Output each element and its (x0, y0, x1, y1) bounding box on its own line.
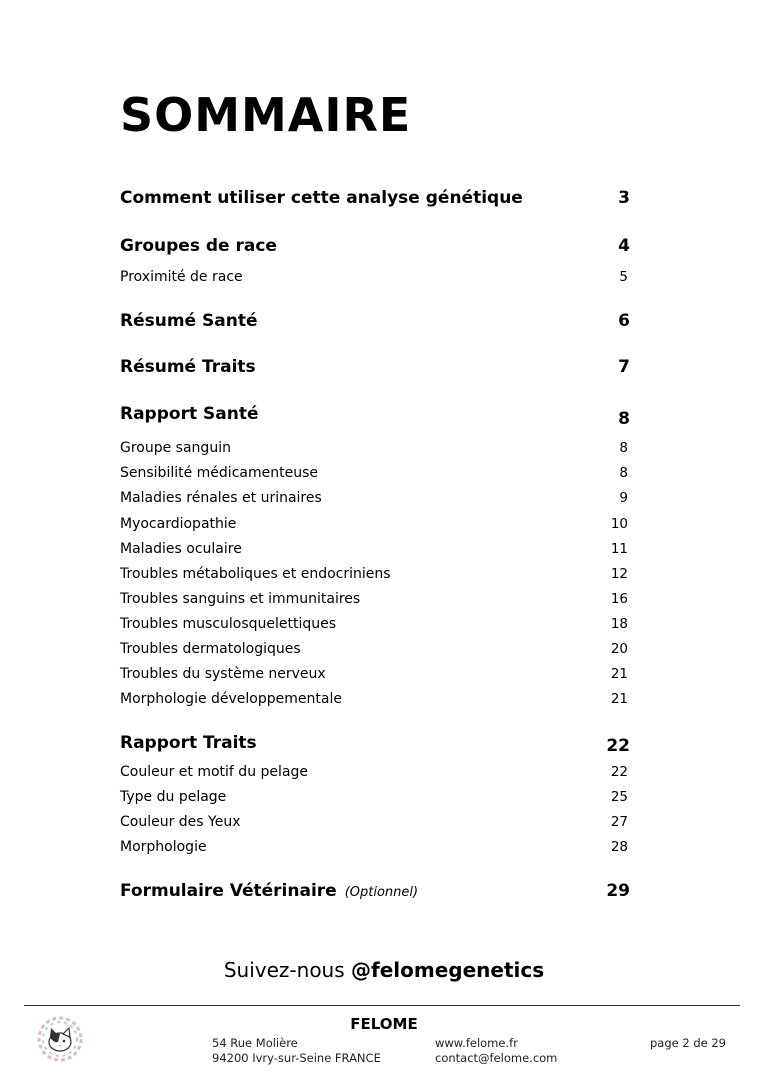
toc-entry[interactable]: Troubles métaboliques et endocriniens (120, 566, 391, 582)
toc-page-number: 12 (610, 566, 628, 582)
toc-section-label: Formulaire Vétérinaire (120, 881, 337, 901)
toc-page-number: 8 (619, 465, 628, 481)
website-link[interactable]: www.felome.fr (435, 1036, 518, 1050)
footer-contact (435, 1036, 557, 1066)
toc-entry[interactable]: Couleur des Yeux (120, 814, 241, 830)
toc-page-number: 27 (610, 814, 628, 830)
toc-entry[interactable]: Troubles dermatologiques (120, 641, 301, 657)
toc-page-number: 11 (610, 541, 628, 557)
toc-entry-breed-proximity[interactable]: Proximité de race (120, 269, 243, 285)
toc-entry[interactable]: Morphologie développementale (120, 691, 342, 707)
toc-entry[interactable]: Maladies oculaire (120, 541, 242, 557)
toc-page-number: 7 (618, 357, 630, 377)
toc-page-number: 22 (610, 764, 628, 780)
toc-entry[interactable]: Troubles du système nerveux (120, 666, 326, 682)
toc-entry[interactable]: Groupe sanguin (120, 440, 231, 456)
social-follow (0, 958, 768, 982)
toc-page-number: 5 (619, 269, 628, 285)
address-line-1: 54 Rue Molière (212, 1036, 298, 1050)
toc-page-number: 21 (610, 691, 628, 707)
toc-page-number: 20 (610, 641, 628, 657)
footer-brand: FELOME (350, 1015, 418, 1033)
toc-page-number: 6 (618, 311, 630, 331)
page-title: SOMMAIRE (120, 88, 412, 142)
toc-page-number: 4 (618, 236, 630, 256)
toc-entry[interactable]: Troubles sanguins et immunitaires (120, 591, 361, 607)
toc-entry[interactable]: Maladies rénales et urinaires (120, 490, 322, 506)
toc-entry[interactable]: Morphologie (120, 839, 207, 855)
toc-page-number: 28 (610, 839, 628, 855)
toc-page-number: 8 (619, 440, 628, 456)
email-link[interactable]: contact@felome.com (435, 1051, 558, 1065)
follow-prefix: Suivez-nous (223, 958, 352, 982)
toc-section-health-report[interactable]: Rapport Santé (120, 404, 259, 424)
toc-entry[interactable]: Type du pelage (120, 789, 227, 805)
toc-page-number: 3 (618, 188, 630, 208)
toc-section-usage[interactable]: Comment utiliser cette analyse génétique (120, 188, 523, 208)
toc-entry[interactable]: Troubles musculosquelettiques (120, 616, 337, 632)
toc-entry[interactable]: Couleur et motif du pelage (120, 764, 308, 780)
toc-page-number: 22 (606, 736, 630, 756)
toc-page-number: 10 (610, 516, 628, 532)
toc-page-number: 8 (618, 409, 630, 429)
page-indicator: page 2 de 29 (649, 1036, 726, 1050)
footer-address (212, 1036, 381, 1066)
toc-page-number: 29 (606, 881, 630, 901)
toc-page-number: 9 (619, 490, 628, 506)
toc-section-health-summary[interactable]: Résumé Santé (120, 311, 258, 331)
social-handle-link[interactable]: @felomegenetics (351, 958, 545, 982)
toc-section-traits-report[interactable]: Rapport Traits (120, 733, 257, 753)
optional-note: (Optionnel) (344, 885, 419, 900)
toc-page-number: 25 (610, 789, 628, 805)
footer-divider (24, 1005, 740, 1006)
toc-entry[interactable]: Myocardiopathie (120, 516, 237, 532)
toc-page-number: 18 (610, 616, 628, 632)
toc-entry[interactable]: Sensibilité médicamenteuse (120, 465, 318, 481)
toc-page-number: 16 (610, 591, 628, 607)
toc-page-number: 21 (610, 666, 628, 682)
toc-section-breed-groups[interactable]: Groupes de race (120, 236, 277, 256)
address-line-2: 94200 Ivry-sur-Seine FRANCE (212, 1051, 381, 1065)
toc-section-vet-form[interactable] (120, 881, 418, 901)
toc-section-traits-summary[interactable]: Résumé Traits (120, 357, 256, 377)
